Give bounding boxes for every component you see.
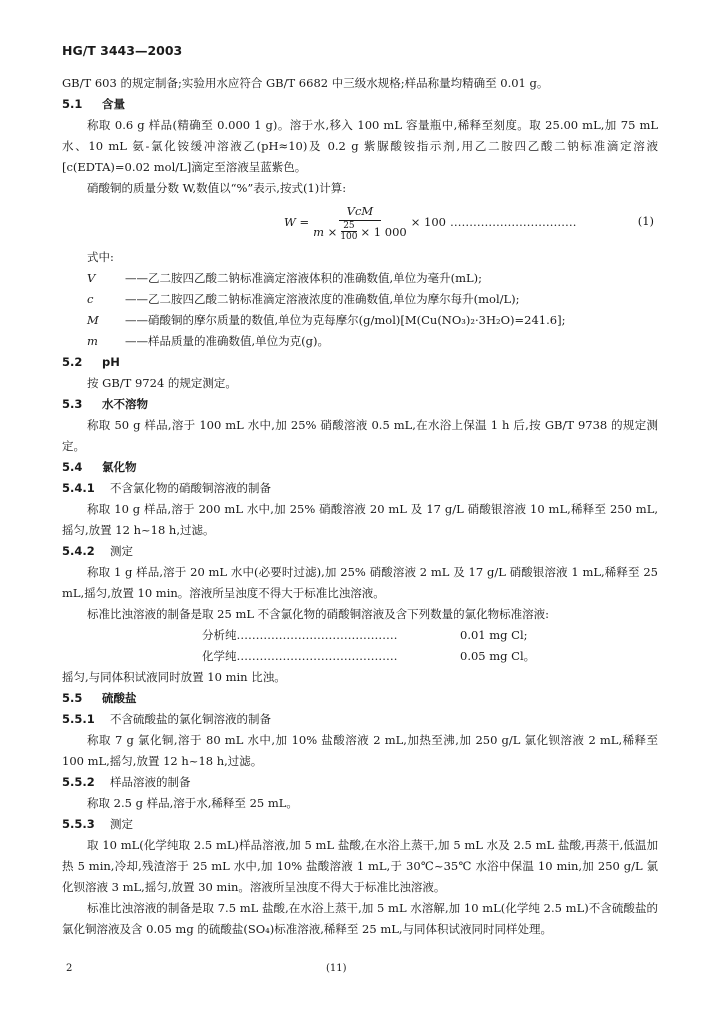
variable-symbol: c: [87, 292, 94, 306]
section-number: 5.4.1: [62, 481, 95, 495]
paragraph: 称取 0.6 g 样品(精确至 0.000 1 g)。溶于水,移入 100 mL 容量瓶中,稀释至刻度。取 25.00 mL,加 75 mL 水、10 mL 氨-氯化铵缓冲溶液乙(pH≈10)及 0.2 g 紫脲酸铵指示剂,用乙二胺四乙酸二钠标准滴定溶液[c(EDTA)=0.02 mol/L]滴定至溶液呈蓝紫色。: [62, 118, 658, 174]
section-title: 测定: [110, 817, 133, 831]
variable-definition: [62, 268, 658, 289]
variable-symbol: M: [87, 313, 99, 327]
section-title: pH: [102, 355, 120, 369]
formula-denominator: [313, 221, 407, 242]
section-5-4-heading: [62, 457, 658, 478]
section-number: 5.5.3: [62, 817, 95, 831]
section-5-4-2-heading: [62, 541, 658, 562]
section-5-5-1-heading: [62, 709, 658, 730]
formula-1: [62, 199, 658, 247]
list-label: 化学纯……………………………………: [202, 649, 398, 663]
paragraph: 称取 7 g 氯化铜,溶于 80 mL 水中,加 10% 盐酸溶液 2 mL,加热至沸,加 250 g/L 氯化钡溶液 2 mL,稀释至 100 mL,摇匀,放置 12 h~18 h,过滤。: [62, 733, 658, 768]
section-number: 5.2: [62, 355, 83, 369]
formula-leader: ……………………………: [449, 215, 577, 229]
section-number: 5.3: [62, 397, 83, 411]
formula-lhs: W =: [284, 215, 310, 229]
sheet-number: (11): [326, 963, 347, 974]
mini-denominator: 100: [340, 232, 358, 242]
paragraph: 标准比浊溶液的制备是取 7.5 mL 盐酸,在水浴上蒸干,加 5 mL 水溶解,加 10 mL(化学纯 2.5 mL)不含硫酸盐的氯化铜溶液及含 0.05 mg 的硫酸盐(SO₄)标准溶液,稀释至 25 mL,与同体积试液同时同样处理。: [62, 901, 658, 936]
paragraph: 标准比浊溶液的制备是取 25 mL 不含氯化物的硝酸铜溶液及含下列数量的氯化物标准溶液:: [87, 607, 550, 621]
formula-expression: [284, 203, 576, 242]
paragraph: 称取 1 g 样品,溶于 20 mL 水中(必要时过滤),加 25% 硝酸溶液 2 mL 及 17 g/L 硝酸银溶液 1 mL,稀释至 25 mL,摇匀,放置 10 min。溶液所呈浊度不得大于标准比浊溶液。: [62, 565, 658, 600]
section-title: 氯化物: [102, 460, 137, 474]
denominator-left: m ×: [313, 224, 338, 239]
variable-symbol: V: [87, 271, 96, 285]
section-5-5-2-heading: [62, 772, 658, 793]
formula-fraction: [313, 203, 407, 242]
section-5-1-heading: [62, 94, 658, 115]
section-number: 5.5.2: [62, 775, 95, 789]
section-number: 5.1: [62, 97, 83, 111]
section-title: 水不溶物: [102, 397, 148, 411]
document-code: HG/T 3443—2003: [62, 43, 183, 58]
variable-definition: [62, 289, 658, 310]
section-title: 硫酸盐: [102, 691, 137, 705]
where-label: 式中:: [87, 250, 114, 264]
paragraph: 称取 50 g 样品,溶于 100 mL 水中,加 25% 硝酸溶液 0.5 mL,在水浴上保温 1 h 后,按 GB/T 9738 的规定测定。: [62, 418, 658, 453]
section-5-3-heading: [62, 394, 658, 415]
variable-description: ——乙二胺四乙酸二钠标准滴定溶液浓度的准确数值,单位为摩尔每升(mol/L);: [125, 292, 520, 306]
equation-number: (1): [637, 214, 654, 228]
section-number: 5.4.2: [62, 544, 95, 558]
list-label: 分析纯……………………………………: [202, 628, 398, 642]
list-value: 0.01 mg Cl;: [460, 628, 528, 642]
list-value: 0.05 mg Cl。: [460, 649, 536, 663]
section-number: 5.5.1: [62, 712, 95, 726]
formula-mini-fraction: [340, 221, 357, 242]
paragraph: 取 10 mL(化学纯取 2.5 mL)样品溶液,加 5 mL 盐酸,在水浴上蒸干,加 5 mL 水及 2.5 mL 盐酸,再蒸干,低温加热 5 min,冷却,残渣溶于 25 mL 水中,加 10% 盐酸溶液 1 mL,于 30℃~35℃ 水浴中保温 10 min,加 250 g/L 氯化钡溶液 3 mL,摇匀,放置 30 min。溶液所呈浊度不得大于标准比浊溶液。: [62, 838, 658, 894]
section-5-4-1-heading: [62, 478, 658, 499]
paragraph: 硝酸铜的质量分数 W,数值以“%”表示,按式(1)计算:: [87, 181, 347, 195]
paragraph: 称取 10 g 样品,溶于 200 mL 水中,加 25% 硝酸溶液 20 mL 及 17 g/L 硝酸银溶液 10 mL,稀释至 250 mL,摇匀,放置 12 h~18 h,过滤。: [62, 502, 658, 537]
paragraph: 按 GB/T 9724 的规定测定。: [87, 376, 237, 390]
variable-description: ——乙二胺四乙酸二钠标准滴定溶液体积的准确数值,单位为毫升(mL);: [125, 271, 483, 285]
variable-definition: [62, 310, 658, 331]
section-5-2-heading: [62, 352, 658, 373]
section-title: 含量: [102, 97, 125, 111]
page-number: 2: [66, 963, 73, 974]
list-item: [62, 646, 658, 667]
denominator-right: × 1 000: [360, 224, 407, 239]
variable-definition: [62, 331, 658, 352]
section-title: 不含硫酸盐的氯化铜溶液的制备: [110, 712, 271, 726]
section-title: 测定: [110, 544, 133, 558]
formula-numerator: VcM: [339, 203, 382, 221]
paragraph: 称取 2.5 g 样品,溶于水,稀释至 25 mL。: [87, 796, 298, 810]
section-5-5-heading: [62, 688, 658, 709]
section-title: 不含氯化物的硝酸铜溶液的制备: [110, 481, 271, 495]
formula-multiplier: × 100: [410, 215, 446, 229]
intro-paragraph: GB/T 603 的规定制备;实验用水应符合 GB/T 6682 中三级水规格;样品称量均精确至 0.01 g。: [62, 76, 549, 90]
section-number: 5.4: [62, 460, 83, 474]
section-title: 样品溶液的制备: [110, 775, 191, 789]
section-5-5-3-heading: [62, 814, 658, 835]
section-number: 5.5: [62, 691, 83, 705]
list-item: [62, 625, 658, 646]
document-body: [62, 73, 658, 940]
variable-description: ——样品质量的准确数值,单位为克(g)。: [125, 334, 329, 348]
variable-symbol: m: [87, 334, 98, 348]
variable-description: ——硝酸铜的摩尔质量的数值,单位为克每摩尔(g/mol)[M(Cu(NO₃)₂·3H₂O)=241.6];: [125, 313, 566, 327]
paragraph: 摇匀,与同体积试液同时放置 10 min 比浊。: [62, 670, 286, 684]
mini-numerator: 25: [343, 221, 355, 231]
